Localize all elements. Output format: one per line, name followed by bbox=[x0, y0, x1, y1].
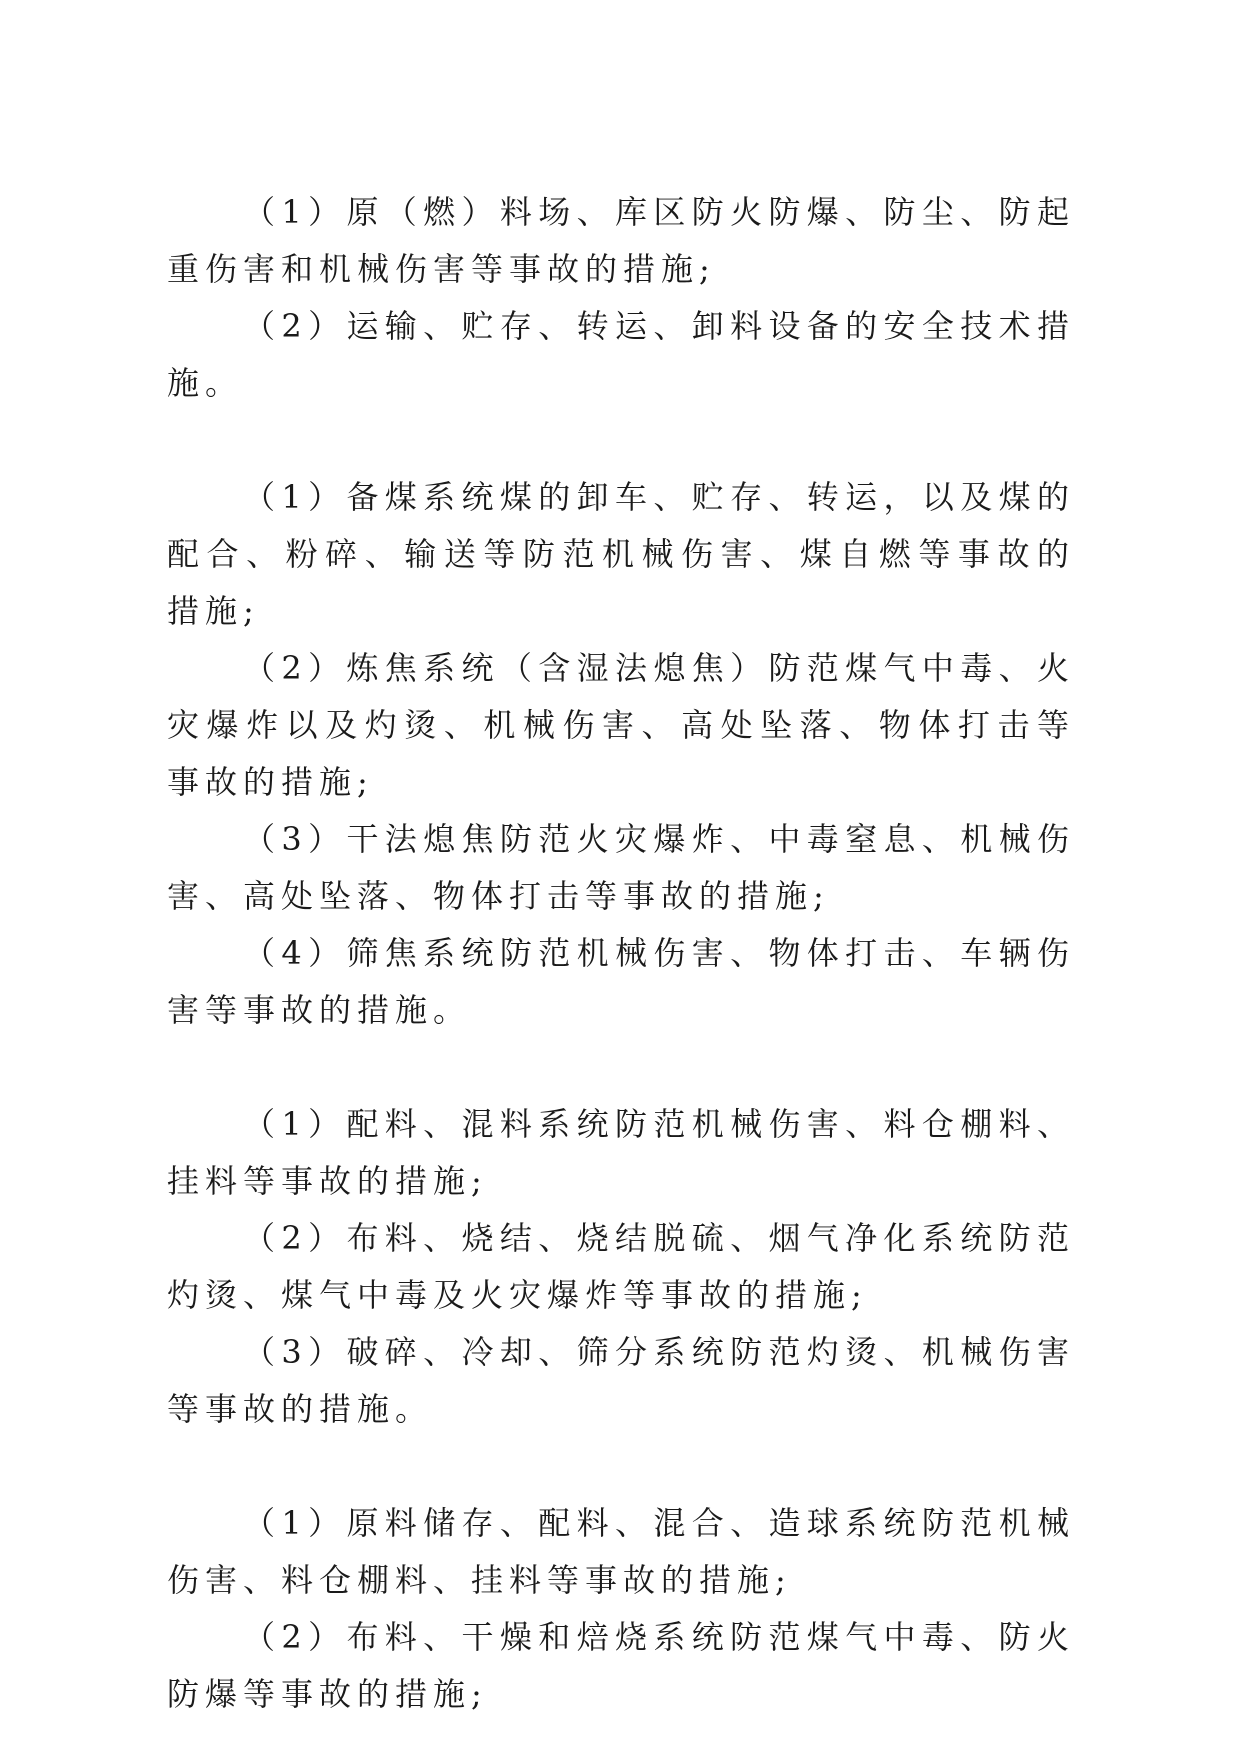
list-item: （1）配料、混料系统防范机械伤害、料仓棚料、挂料等事故的措施; bbox=[167, 1105, 1075, 1200]
list-item: （2）布料、干燥和焙烧系统防范煤气中毒、防火防爆等事故的措施; bbox=[167, 1618, 1075, 1713]
section-raw-material-yard bbox=[167, 184, 1075, 412]
list-item: （1）原（燃）料场、库区防火防爆、防尘、防起重伤害和机械伤害等事故的措施; bbox=[167, 193, 1075, 288]
list-item: （3）干法熄焦防范火灾爆炸、中毒窒息、机械伤害、高处坠落、物体打击等事故的措施; bbox=[167, 820, 1075, 915]
list-item: （2）布料、烧结、烧结脱硫、烟气净化系统防范灼烫、煤气中毒及火灾爆炸等事故的措施; bbox=[167, 1219, 1075, 1314]
list-item: （4）筛焦系统防范机械伤害、物体打击、车辆伤害等事故的措施。 bbox=[167, 934, 1075, 1029]
list-item: （1）原料储存、配料、混合、造球系统防范机械伤害、料仓棚料、挂料等事故的措施; bbox=[167, 1504, 1075, 1599]
document-body bbox=[167, 184, 1075, 1723]
list-item: （1）备煤系统煤的卸车、贮存、转运，以及煤的配合、粉碎、输送等防范机械伤害、煤自燃等事故的措施; bbox=[167, 478, 1075, 630]
list-item: （2）炼焦系统（含湿法熄焦）防范煤气中毒、火灾爆炸以及灼烫、机械伤害、高处坠落、物体打击等事故的措施; bbox=[167, 649, 1075, 801]
list-item: （2）运输、贮存、转运、卸料设备的安全技术措施。 bbox=[167, 307, 1075, 402]
section-sintering bbox=[167, 1096, 1075, 1438]
section-pelletizing bbox=[167, 1495, 1075, 1723]
list-item: （3）破碎、冷却、筛分系统防范灼烫、机械伤害等事故的措施。 bbox=[167, 1333, 1075, 1428]
section-coking bbox=[167, 469, 1075, 1039]
